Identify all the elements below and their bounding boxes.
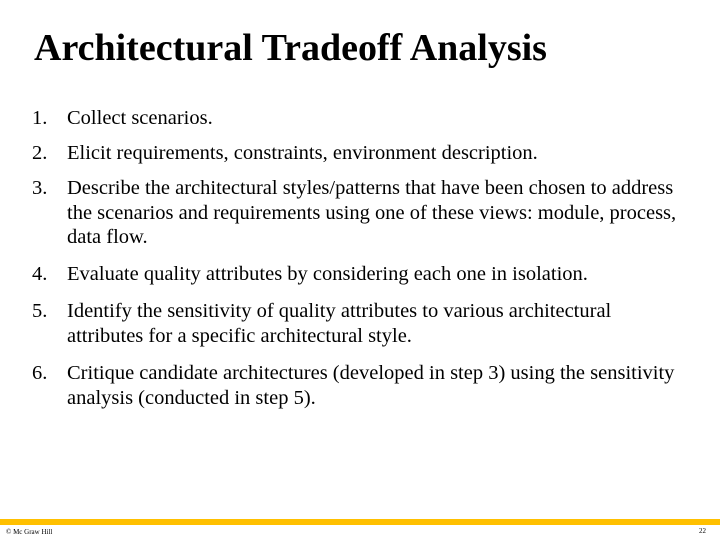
- footer-accent-bar: [0, 519, 720, 525]
- list-item: [32, 296, 692, 348]
- step-number: 3.: [32, 177, 48, 199]
- page-number: 22: [699, 527, 706, 535]
- step-number: 1.: [32, 107, 48, 129]
- step-number: 6.: [32, 362, 48, 384]
- list-item: [32, 138, 692, 170]
- step-text: Identify the sensitivity of quality attributes to various architectural attributes for a specific architectural style.: [67, 300, 612, 347]
- list-item: [32, 259, 692, 291]
- step-number: 4.: [32, 263, 48, 285]
- slide-title: Architectural Tradeoff Analysis: [34, 27, 547, 69]
- list-item: [32, 173, 692, 250]
- step-text: Evaluate quality attributes by considering each one in isolation.: [67, 263, 588, 285]
- list-item: [32, 358, 692, 410]
- step-text: Collect scenarios.: [67, 107, 213, 129]
- step-text: Critique candidate architectures (developed in step 3) using the sensitivity analysis (conducted in step 5).: [67, 362, 675, 409]
- step-text: Describe the architectural styles/patterns that have been chosen to address the scenarios and requirements using one of these views: module, process, data flow.: [67, 177, 677, 248]
- copyright-notice: © Mc Graw Hill: [6, 528, 53, 536]
- step-number: 2.: [32, 142, 48, 164]
- step-text: Elicit requirements, constraints, environment description.: [67, 142, 538, 164]
- list-item: [32, 103, 692, 135]
- step-number: 5.: [32, 300, 48, 322]
